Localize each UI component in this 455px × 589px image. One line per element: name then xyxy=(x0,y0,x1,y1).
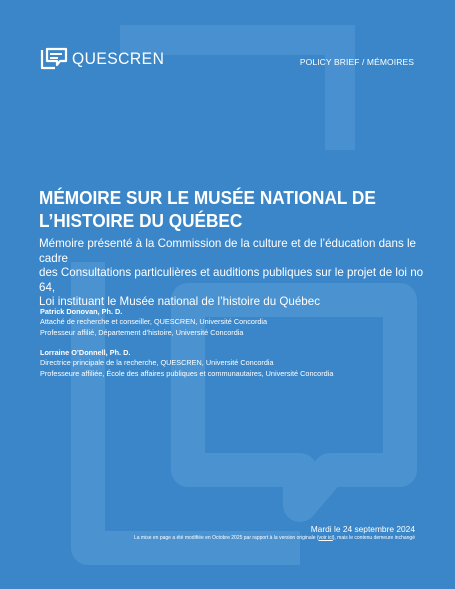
author-block xyxy=(40,307,420,338)
layout-note-text: ), mais le contenu demeure inchangé xyxy=(332,535,415,541)
title-line-1: MÉMOIRE SUR LE MUSÉE NATIONAL DE xyxy=(39,187,376,208)
speech-bubble-logo-icon xyxy=(40,47,68,71)
author-name: Lorraine O’Donnell, Ph. D. xyxy=(40,348,131,357)
document-subtitle xyxy=(39,237,429,310)
author-role: Professeur affilié, Département d’histoire, Université Concordia xyxy=(40,327,244,337)
subtitle-line-3: Loi instituant le Musée national de l’histoire du Québec xyxy=(39,295,321,308)
author-role: Professeure affiliée, École des affaires publiques et communautaires, Université Concordia xyxy=(40,368,334,378)
subtitle-line-1: Mémoire présenté à la Commission de la culture et de l’éducation dans le cadre xyxy=(39,237,416,265)
subtitle-line-2: des Consultations particulières et auditions publiques sur le projet de loi no 64, xyxy=(39,266,424,294)
original-version-link[interactable]: voir ici xyxy=(318,535,333,541)
layout-note xyxy=(134,535,415,541)
logo-text: QUESCREN xyxy=(72,49,165,68)
quescren-logo xyxy=(40,47,172,71)
author-name: Patrick Donovan, Ph. D. xyxy=(40,307,123,316)
author-role: Directrice principale de la recherche, QUESCREN, Université Concordia xyxy=(40,358,274,368)
author-block xyxy=(40,348,420,379)
document-type-label: POLICY BRIEF / MÉMOIRES xyxy=(299,57,414,67)
layout-note-text: La mise en page a été modifiée en Octobre 2025 par rapport à la version originale ( xyxy=(133,535,319,541)
author-role: Attaché de recherche et conseiller, QUESCREN, Université Concordia xyxy=(40,317,268,327)
document-date: Mardi le 24 septembre 2024 xyxy=(310,524,415,534)
document-title xyxy=(39,186,392,232)
title-line-2: L’HISTOIRE DU QUÉBEC xyxy=(39,210,243,231)
